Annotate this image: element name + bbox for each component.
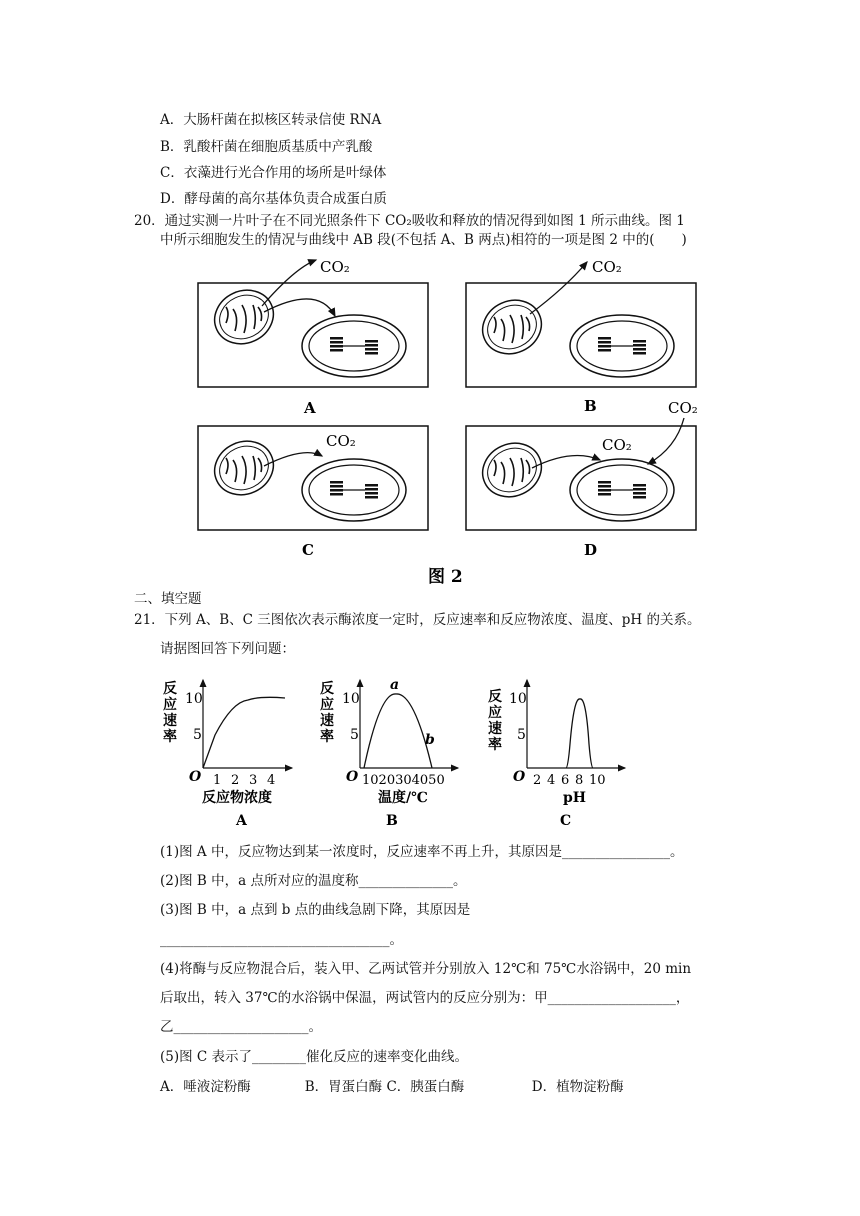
graph-c-xtick-10: 10 — [589, 773, 606, 788]
panel-d — [466, 399, 698, 559]
panel-d-label: D — [584, 541, 598, 559]
q21-sub5: (5)图 C 表示了________催化反应的速率变化曲线。 — [160, 1049, 469, 1065]
graph-c-ylabel-0: 反 — [488, 689, 502, 705]
graph-b-ylabel-2: 速 — [320, 713, 334, 729]
graph-c-label: C — [560, 813, 572, 829]
q21-sub1: (1)图 A 中，反应物达到某一浓度时，反应速率不再上升，其原因是________________。 — [160, 844, 684, 860]
graph-c-xtick-8: 8 — [575, 773, 584, 788]
q19-option-d: D．酵母菌的高尔基体负责合成蛋白质 — [160, 191, 387, 207]
graph-a-xlabel: 反应物浓度 — [202, 790, 272, 806]
q19-option-c: C．衣藻进行光合作用的场所是叶绿体 — [160, 165, 387, 181]
graph-a-ylabel-0: 反 — [163, 681, 177, 697]
panel-a-co2: CO₂ — [320, 258, 350, 276]
q19-option-a: A．大肠杆菌在拟核区转录信使 RNA — [160, 112, 382, 128]
graph-b-label: B — [386, 813, 398, 829]
graph-c — [488, 680, 625, 829]
graph-b-ytick-5: 5 — [350, 727, 359, 743]
graph-c-curve — [566, 699, 593, 768]
q21-sub4-line2: 后取出，转入 37℃的水浴锅中保温，两试管内的反应分别为：甲___________________， — [160, 990, 690, 1006]
q21-sub4-line3: 乙____________________。 — [160, 1019, 322, 1035]
q21-stem-line2: 请据图回答下列问题： — [160, 641, 295, 657]
graph-b-ylabel-0: 反 — [320, 681, 334, 697]
graph-b — [320, 677, 458, 829]
graph-c-ylabel-1: 应 — [488, 705, 502, 721]
q21-sub2: (2)图 B 中，a 点所对应的温度称______________。 — [160, 873, 467, 889]
figure-2-title: 图 2 — [428, 567, 463, 587]
q21-graphs — [0, 672, 860, 832]
graph-c-ytick-5: 5 — [517, 727, 526, 743]
panel-d-co2-inner: CO₂ — [602, 436, 632, 454]
panel-b-label: B — [584, 397, 597, 415]
q20-stem-line2: 中所示细胞发生的情况与曲线中 AB 段(不包括 A、B 两点)相符的一项是图 2 中的( ) — [160, 232, 687, 248]
graph-b-curve — [364, 694, 432, 768]
graph-c-xtick-2: 2 — [533, 773, 542, 788]
panel-a-label: A — [304, 399, 316, 417]
graph-b-xlabel: 温度/℃ — [378, 790, 428, 806]
panel-b-co2: CO₂ — [592, 258, 622, 276]
graph-b-point-a: a — [390, 677, 400, 693]
graph-a-xtick-2: 2 — [231, 773, 240, 788]
graph-a-ylabel-1: 应 — [163, 697, 177, 713]
graph-a-ylabel-3: 率 — [163, 729, 177, 745]
graph-c-ylabel-2: 速 — [488, 721, 502, 737]
graph-c-ytick-10: 10 — [509, 691, 527, 707]
q21-sub4-line1: (4)将酶与反应物混合后，装入甲、乙两试管并分别放入 12℃和 75℃水浴锅中，20 min — [160, 961, 692, 977]
graph-b-ylabel-1: 应 — [320, 697, 334, 713]
panel-c-label: C — [302, 541, 314, 559]
graph-b-point-b: b — [425, 732, 435, 748]
graph-c-xlabel: pH — [563, 790, 587, 806]
graph-a — [163, 680, 292, 829]
graph-a-ytick-5: 5 — [193, 727, 202, 743]
graph-a-ytick-10: 10 — [185, 691, 203, 707]
graph-a-origin: O — [189, 769, 202, 785]
graph-a-xtick-1: 1 — [213, 773, 222, 788]
section-title: 二、填空题 — [134, 591, 202, 607]
graph-b-ylabel-3: 率 — [320, 729, 334, 745]
panel-d-co2-outer: CO₂ — [668, 399, 698, 417]
panel-a — [198, 258, 428, 417]
panel-c-co2: CO₂ — [326, 432, 356, 450]
q21-stem-line1: 21．下列 A、B、C 三图依次表示酶浓度一定时，反应速率和反应物浓度、温度、pH 的关系。 — [134, 612, 701, 628]
graph-a-ylabel-2: 速 — [163, 713, 177, 729]
panel-b — [466, 258, 696, 415]
q21-sub3-blank: __________________________________。 — [160, 932, 403, 948]
graph-b-xticks: 1020304050 — [362, 773, 445, 788]
panel-c — [198, 426, 428, 559]
graph-c-xtick-4: 4 — [547, 773, 556, 788]
q21-sub3: (3)图 B 中，a 点到 b 点的曲线急剧下降，其原因是 — [160, 902, 471, 918]
graph-b-ytick-10: 10 — [342, 691, 360, 707]
graph-c-ylabel-3: 率 — [488, 737, 502, 753]
q20-stem-line1: 20．通过实测一片叶子在不同光照条件下 CO₂吸收和释放的情况得到如图 1 所示曲线。图 1 — [134, 213, 685, 229]
figure-2 — [0, 248, 860, 588]
graph-a-curve — [203, 697, 285, 768]
graph-a-label: A — [236, 813, 247, 829]
graph-c-xtick-6: 6 — [561, 773, 570, 788]
q19-option-b: B．乳酸杆菌在细胞质基质中产乳酸 — [160, 139, 373, 155]
q21-options: A．唾液淀粉酶 B．胃蛋白酶 C．胰蛋白酶 D．植物淀粉酶 — [160, 1079, 624, 1095]
graph-b-origin: O — [346, 769, 359, 785]
graph-a-xtick-4: 4 — [267, 773, 276, 788]
graph-a-xtick-3: 3 — [249, 773, 258, 788]
graph-c-origin: O — [513, 769, 526, 785]
